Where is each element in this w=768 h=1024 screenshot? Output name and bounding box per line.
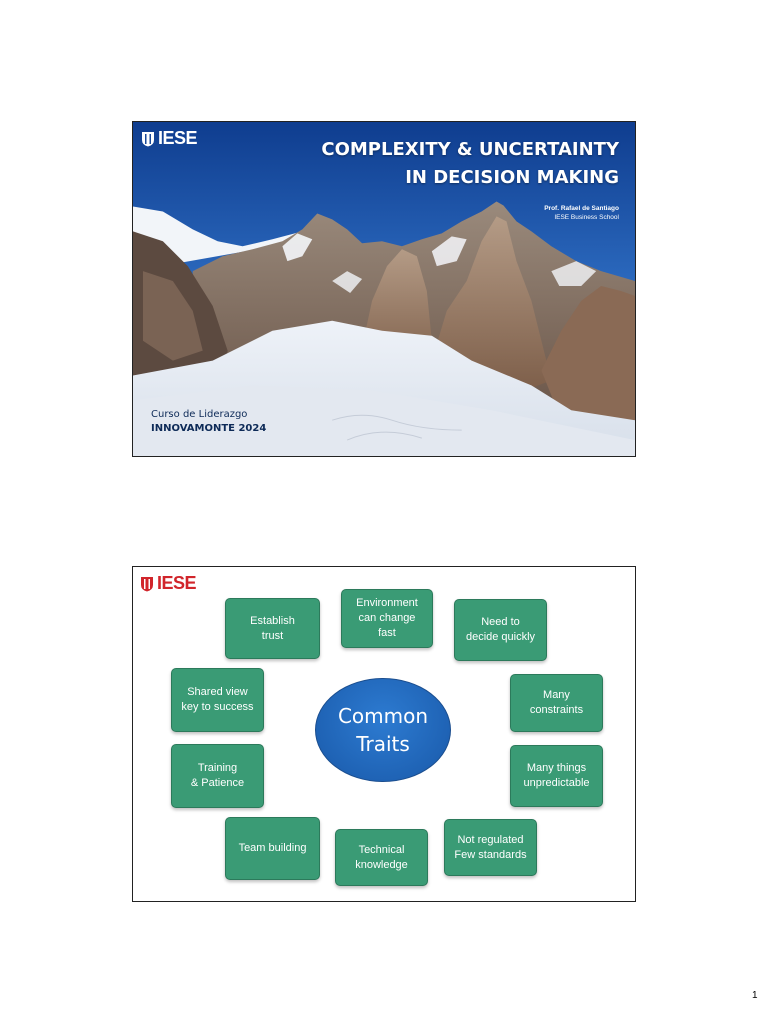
trait-team-building: Team building <box>225 817 320 880</box>
trait-shared-view: Shared view key to success <box>171 668 264 732</box>
slide-title <box>321 136 619 192</box>
title-line-1: COMPLEXITY & UNCERTAINTY <box>321 139 619 160</box>
trait-technical-knowledge: Technical knowledge <box>335 829 428 886</box>
trait-many-constraints: Many constraints <box>510 674 603 732</box>
course-event: INNOVAMONTE 2024 <box>151 423 267 434</box>
trait-unpredictable: Many things unpredictable <box>510 745 603 807</box>
trait-environment-change: Environment can change fast <box>341 589 433 648</box>
course-name: Curso de Liderazgo <box>151 409 248 420</box>
title-line-2: IN DECISION MAKING <box>405 167 619 188</box>
center-label: Common Traits <box>337 704 429 756</box>
author-block <box>544 204 619 222</box>
page-number: 1 <box>752 990 758 1001</box>
common-traits-center <box>315 678 451 782</box>
title-slide <box>132 121 636 457</box>
logo-text: IESE <box>157 573 197 593</box>
trait-not-regulated: Not regulated Few standards <box>444 819 537 876</box>
iese-logo <box>141 128 197 149</box>
trait-establish-trust: Establish trust <box>225 598 320 659</box>
author-school: IESE Business School <box>554 214 619 221</box>
iese-shield-icon <box>141 131 155 147</box>
iese-shield-icon <box>140 576 154 592</box>
course-block <box>151 408 266 436</box>
logo-text: IESE <box>158 128 198 148</box>
author-name: Prof. Rafael de Santiago <box>544 205 619 212</box>
trait-decide-quickly: Need to decide quickly <box>454 599 547 661</box>
common-traits-slide <box>132 566 636 902</box>
iese-logo <box>140 573 196 594</box>
trait-training-patience: Training & Patience <box>171 744 264 808</box>
